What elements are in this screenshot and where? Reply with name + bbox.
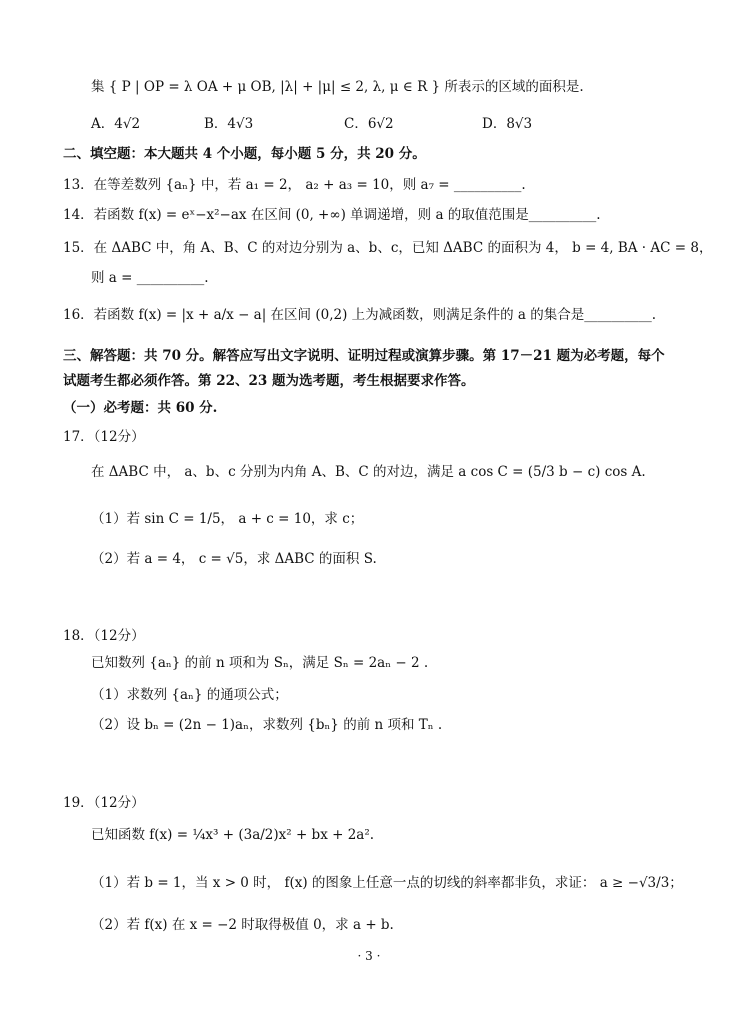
question-17-part-1: （1）若 sin C = 1/5， a + c = 10，求 c； <box>91 511 364 527</box>
q12-option-b: B．4√3 <box>204 116 254 132</box>
question-18-number: 18．（12分） <box>63 628 145 644</box>
question-15-line-2: 则 a = __________. <box>91 270 209 286</box>
q12-option-a: A．4√2 <box>91 116 141 132</box>
question-17-stem: 在 ΔABC 中， a、b、c 分别为内角 A、B、C 的对边，满足 a cos C = (5/3 b − c) cos A. <box>91 464 646 480</box>
section-2-heading: 二、填空题：本大题共 4 个小题，每小题 5 分，共 20 分。 <box>63 146 426 162</box>
question-18-part-1: （1）求数列 {aₙ} 的通项公式； <box>91 687 288 703</box>
question-19-part-2: （2）若 f(x) 在 x = −2 时取得极值 0，求 a + b. <box>91 917 394 933</box>
question-18-stem: 已知数列 {aₙ} 的前 n 项和为 Sₙ，满足 Sₙ = 2aₙ − 2 . <box>91 655 429 671</box>
question-17-number: 17．（12分） <box>63 429 145 445</box>
section-3-heading-line-2: 试题考生都必须作答。第 22、23 题为选考题，考生根据要求作答。 <box>63 373 475 389</box>
question-15-line-1: 15．在 ΔABC 中，角 A、B、C 的对边分别为 a、b、c，已知 ΔABC 的面积为 4， b = 4, BA · AC = 8， <box>63 240 713 256</box>
section-3-heading-line-1: 三、解答题：共 70 分。解答应写出文字说明、证明过程或演算步骤。第 17－21 题为必考题，每个 <box>63 348 665 364</box>
question-14: 14．若函数 f(x) = eˣ−x²−ax 在区间 (0, +∞) 单调递增，则 a 的取值范围是__________. <box>63 207 601 223</box>
question-17-part-2: （2）若 a = 4， c = √5，求 ΔABC 的面积 S. <box>91 551 377 567</box>
question-18-part-2: （2）设 bₙ = (2n − 1)aₙ，求数列 {bₙ} 的前 n 项和 Tₙ . <box>91 717 443 733</box>
q12-option-c: C．6√2 <box>344 116 394 132</box>
q12-stem: 集 { P | OP = λ OA + μ OB, |λ| + |μ| ≤ 2, λ, μ ∈ R } 所表示的区域的面积是. <box>91 79 584 95</box>
subsection-required-heading: （一）必考题：共 60 分. <box>63 400 218 416</box>
question-19-part-1: （1）若 b = 1，当 x > 0 时， f(x) 的图象上任意一点的切线的斜率都非负，求证： a ≥ −√3/3； <box>91 875 683 891</box>
question-19-stem: 已知函数 f(x) = ¼x³ + (3a/2)x² + bx + 2a². <box>91 827 375 843</box>
q12-option-d: D．8√3 <box>482 116 533 132</box>
question-16: 16．若函数 f(x) = |x + a/x − a| 在区间 (0,2) 上为减函数，则满足条件的 a 的集合是__________. <box>63 307 657 323</box>
page-number: · 3 · <box>357 949 381 963</box>
question-13: 13．在等差数列 {aₙ} 中，若 a₁ = 2， a₂ + a₃ = 10，则 a₇ = __________. <box>63 177 526 193</box>
question-19-number: 19．（12分） <box>63 795 145 811</box>
